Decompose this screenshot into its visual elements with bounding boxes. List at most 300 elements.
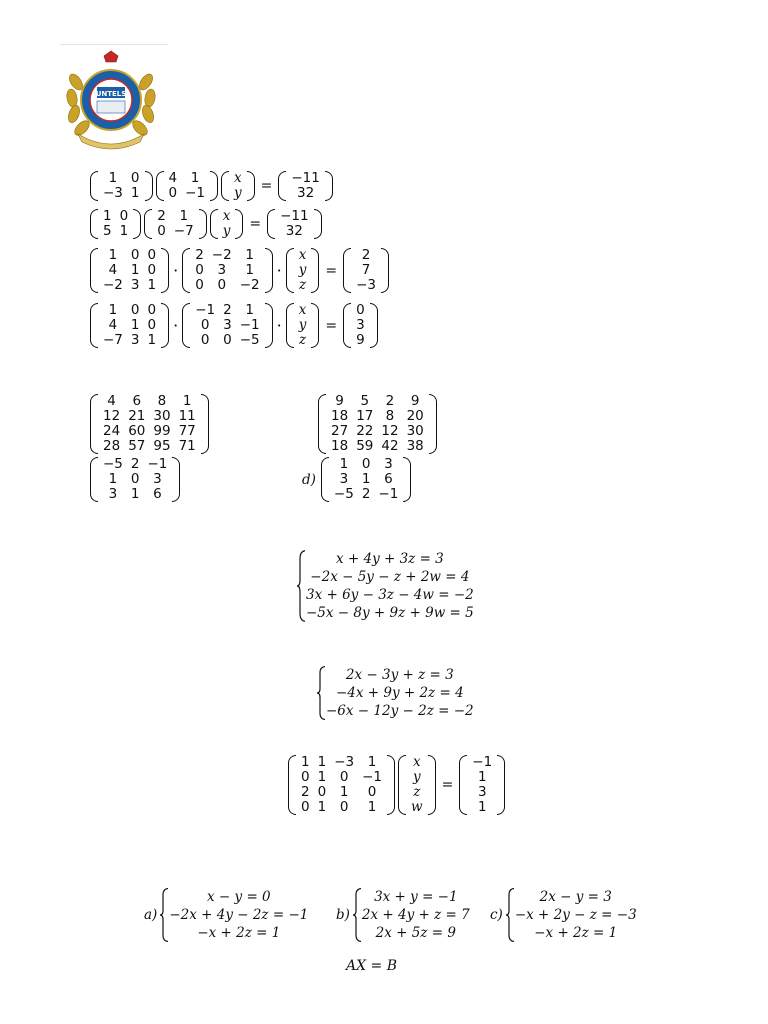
matrix-cell: 0	[339, 769, 349, 785]
matrix-cell: 2	[385, 393, 395, 409]
matrix-grid	[287, 171, 324, 201]
matrix-cell: x	[298, 302, 307, 318]
matrix-cell: 4	[168, 170, 178, 186]
matrix-grid	[99, 303, 160, 348]
matrix	[144, 209, 207, 239]
result-vector	[267, 209, 322, 239]
equation-line: −5x − 8y + 9z + 9w = 5	[306, 605, 474, 621]
linear-system-1	[296, 550, 474, 622]
equation-3	[90, 248, 389, 293]
matrix-row	[407, 755, 427, 770]
matrix-cell: 4	[108, 317, 118, 333]
matrix-grid	[295, 248, 311, 293]
matrix-cell: 0	[217, 277, 227, 293]
matrix-grid	[468, 755, 496, 815]
matrix-cell: 22	[356, 423, 374, 439]
matrix-cell: 9	[410, 393, 420, 409]
equation-line: −2x − 5y − z + 2w = 4	[310, 569, 470, 585]
matrix-cell: 0	[200, 317, 210, 333]
matrix-cell: −5	[103, 456, 123, 472]
matrix-row	[99, 224, 132, 239]
matrix-row	[219, 224, 235, 239]
matrix-row	[352, 303, 369, 318]
matrix-cell: x	[298, 247, 307, 263]
matrix-grid	[99, 209, 132, 239]
matrix-cell: 3	[223, 317, 232, 333]
equation-4	[90, 303, 378, 348]
matrix	[90, 171, 153, 201]
matrix-row	[295, 318, 311, 333]
matrix-row	[153, 209, 198, 224]
matrix-cell: 1	[367, 754, 377, 770]
matrix-cell: 27	[331, 423, 349, 439]
linear-system-2	[316, 666, 474, 720]
matrix-cell: −11	[280, 208, 309, 224]
matrix-cell: 0	[195, 262, 204, 278]
matrix-row	[295, 278, 311, 293]
equation-line: −x + 2z = 1	[197, 925, 281, 941]
matrix-row	[468, 785, 496, 800]
matrix-cell: 6	[153, 486, 162, 502]
variable-vector	[221, 171, 255, 201]
matrix-cell: 12	[103, 408, 121, 424]
matrix-cell: 0	[147, 262, 157, 278]
matrix-cell: 9	[356, 332, 365, 348]
matrix-row	[99, 248, 160, 263]
matrix-grid	[99, 171, 144, 201]
matrix-3x3-d	[302, 457, 411, 502]
matrix-row	[99, 424, 200, 439]
left-brace	[296, 550, 306, 622]
matrix-cell: 1	[130, 317, 140, 333]
matrix-row	[295, 303, 311, 318]
matrix-row	[352, 263, 380, 278]
matrix-cell: 1	[301, 754, 310, 770]
equation-lines	[515, 888, 637, 942]
matrix-cell: 0	[147, 317, 157, 333]
matrix-row	[327, 409, 428, 424]
matrix-row	[191, 318, 263, 333]
matrix-cell: 18	[331, 438, 349, 454]
matrix-row	[276, 224, 313, 239]
matrix-cell: −1	[239, 317, 260, 333]
matrix-cell: 1	[245, 262, 254, 278]
matrix	[182, 303, 272, 348]
matrix	[90, 303, 169, 348]
equation-line: −x + 2z = 1	[534, 925, 618, 941]
equation-line: 2x − y = 3	[539, 889, 612, 905]
matrix-row	[330, 472, 402, 487]
matrix-row	[330, 487, 402, 502]
matrix	[182, 248, 272, 293]
svg-text:UNTELS: UNTELS	[95, 90, 127, 98]
matrix-grid	[99, 394, 200, 454]
matrix-cell: y	[412, 769, 421, 785]
matrix-cell: 32	[285, 223, 303, 239]
matrix-equation-label: AX = B	[346, 958, 397, 974]
matrix-row	[99, 439, 200, 454]
matrix	[321, 457, 411, 502]
equation-line: 3x + y = −1	[374, 889, 458, 905]
matrix-cell: −3	[356, 277, 376, 293]
variable-vector	[286, 303, 320, 348]
matrix-cell: 0	[339, 799, 349, 815]
variable-vector	[286, 248, 320, 293]
matrix-cell: 1	[190, 170, 200, 186]
matrix-cell: 2	[130, 456, 140, 472]
equation-line: 2x + 5z = 9	[375, 925, 456, 941]
matrix-row	[99, 487, 171, 502]
matrix-cell: 30	[406, 423, 424, 439]
matrix-cell: −7	[173, 223, 194, 239]
equation-line: 2x − 3y + z = 3	[345, 667, 454, 683]
matrix-row	[287, 171, 324, 186]
matrix-row	[327, 424, 428, 439]
matrix-row	[99, 171, 144, 186]
equation-line: x − y = 0	[207, 889, 271, 905]
matrix-cell: 20	[406, 408, 424, 424]
matrix-row	[230, 171, 246, 186]
equation-lines	[326, 666, 474, 720]
matrix-cell: −11	[291, 170, 320, 186]
matrix-cell: 28	[103, 438, 121, 454]
matrix-cell: 2	[195, 247, 204, 263]
left-brace	[505, 888, 515, 942]
matrix-row	[327, 439, 428, 454]
matrix	[156, 171, 219, 201]
equation-lines	[362, 888, 470, 942]
matrix-cell: 1	[108, 302, 118, 318]
matrix-cell: x	[412, 754, 421, 770]
matrix-row	[276, 209, 313, 224]
matrix-cell: 57	[128, 438, 146, 454]
matrix-row	[352, 333, 369, 348]
item-label: d)	[302, 471, 316, 488]
coefficient-matrix	[288, 755, 395, 815]
item-label: b)	[336, 907, 350, 923]
matrix-cell: y	[234, 185, 242, 201]
equals-sign: =	[325, 317, 338, 334]
matrix-row	[327, 394, 428, 409]
matrix-row	[191, 333, 263, 348]
matrix-cell: x	[222, 208, 231, 224]
matrix-cell: 1	[477, 769, 487, 785]
equation-line: −6x − 12y − 2z = −2	[326, 703, 474, 719]
matrix-cell: 0	[130, 471, 140, 487]
equals-sign: =	[260, 178, 273, 194]
matrix-cell: 1	[339, 784, 349, 800]
matrix-cell: 6	[132, 393, 142, 409]
matrix-row	[191, 278, 263, 293]
matrix-cell: 1	[317, 769, 327, 785]
matrix-cell: 1	[130, 185, 140, 201]
matrix-cell: −5	[239, 332, 260, 348]
matrix-grid	[219, 209, 235, 239]
matrix-cell: w	[411, 799, 423, 815]
matrix-cell: 99	[153, 423, 171, 439]
matrix-cell: 1	[130, 262, 140, 278]
matrix-row	[352, 278, 380, 293]
matrix-cell: 1	[108, 170, 118, 186]
equals-sign: =	[325, 262, 338, 279]
variable-vector	[398, 755, 436, 815]
matrix-cell: 12	[381, 423, 399, 439]
matrix-cell: 3	[339, 471, 349, 487]
matrix-cell: 18	[331, 408, 349, 424]
matrix-row	[297, 785, 386, 800]
matrix-cell: −3	[103, 185, 123, 201]
matrix-cell: 2	[223, 302, 232, 318]
matrix-cell: 5	[360, 393, 370, 409]
matrix-cell: −2	[103, 277, 123, 293]
system-a	[144, 888, 308, 942]
matrix-row	[99, 278, 160, 293]
matrix-row	[295, 263, 311, 278]
matrix-row	[330, 457, 402, 472]
matrix-cell: −7	[103, 332, 123, 348]
matrix-cell: 1	[147, 332, 157, 348]
matrix-row	[191, 248, 263, 263]
matrix-cell: 1	[317, 754, 327, 770]
matrix-row	[99, 209, 132, 224]
variable-vector	[210, 209, 244, 239]
matrix-row	[219, 209, 235, 224]
left-brace	[352, 888, 362, 942]
matrix-cell: 4	[107, 393, 116, 409]
matrix-cell: 0	[147, 302, 157, 318]
matrix-row	[468, 755, 496, 770]
matrix-cell: 0	[147, 247, 157, 263]
matrix-grid	[330, 457, 402, 502]
matrix-cell: 11	[178, 408, 196, 424]
matrix-cell: z	[298, 277, 307, 293]
matrix-cell: −1	[195, 302, 216, 318]
matrix	[90, 394, 209, 454]
result-vector	[343, 248, 389, 293]
matrix-cell: 42	[381, 438, 399, 454]
matrix	[90, 248, 169, 293]
matrix-cell: −2	[239, 277, 260, 293]
matrix-cell: 1	[147, 277, 157, 293]
left-brace	[159, 888, 169, 942]
matrix-cell: 24	[103, 423, 121, 439]
matrix-row	[99, 457, 171, 472]
equals-sign: =	[249, 216, 262, 232]
matrix	[90, 457, 180, 502]
matrix-row	[230, 186, 246, 201]
equation-line: 2x + 4y + z = 7	[361, 907, 470, 923]
matrix-cell: 95	[153, 438, 171, 454]
matrix-grid	[99, 248, 160, 293]
equation-1	[90, 171, 333, 201]
matrix-cell: 0	[301, 769, 310, 785]
matrix-row	[352, 318, 369, 333]
matrix-cell: −2	[211, 247, 232, 263]
matrix-row	[99, 186, 144, 201]
matrix-cell: 0	[361, 456, 371, 472]
matrix-cell: 1	[361, 471, 371, 487]
matrix-grid	[407, 755, 427, 815]
matrix-cell: y	[298, 262, 307, 278]
matrix-cell: 59	[356, 438, 374, 454]
matrix-cell: 9	[335, 393, 344, 409]
matrix-cell: 0	[130, 302, 140, 318]
result-vector	[278, 171, 333, 201]
matrix-row	[99, 394, 200, 409]
matrix-cell: 1	[245, 302, 254, 318]
matrix-cell: 7	[361, 262, 371, 278]
equation-line: −4x + 9y + 2z = 4	[335, 685, 464, 701]
matrix-grid	[165, 171, 210, 201]
matrix-cell: 4	[108, 262, 118, 278]
matrix-cell: 38	[406, 438, 424, 454]
matrix-cell: 2	[301, 784, 310, 800]
matrix-row	[99, 263, 160, 278]
matrix-cell: 0	[130, 170, 140, 186]
matrix-cell: 2	[361, 247, 371, 263]
matrix-cell: 8	[385, 408, 395, 424]
dot-operator: ·	[276, 260, 282, 280]
matrix-cell: 3	[153, 471, 162, 487]
dot-operator: ·	[173, 260, 179, 280]
matrix-cell: 60	[128, 423, 146, 439]
matrix-cell: 1	[103, 208, 112, 224]
dot-operator: ·	[276, 315, 282, 335]
matrix-cell: 1	[245, 247, 254, 263]
matrix-cell: −5	[333, 486, 354, 502]
matrix-row	[99, 333, 160, 348]
matrix-cell: 0	[168, 185, 178, 201]
matrix-grid	[191, 248, 263, 293]
matrix-cell: z	[298, 332, 307, 348]
matrix-cell: 1	[477, 799, 487, 815]
matrix-row	[468, 770, 496, 785]
matrix-grid	[191, 303, 263, 348]
matrix-row	[99, 409, 200, 424]
matrix-cell: 2	[361, 486, 371, 502]
header-rule	[60, 44, 168, 45]
matrix-cell: x	[234, 170, 242, 186]
matrix-cell: 1	[108, 471, 118, 487]
matrix-row	[352, 248, 380, 263]
matrix-grid	[295, 303, 311, 348]
matrix-cell: −1	[378, 486, 399, 502]
matrix-cell: 3	[384, 456, 393, 472]
matrix-cell: z	[413, 784, 421, 800]
equation-lines	[169, 888, 308, 942]
matrix-cell: 0	[356, 302, 365, 318]
matrix-cell: 0	[200, 332, 210, 348]
matrix-row	[287, 186, 324, 201]
matrix-cell: 1	[367, 799, 377, 815]
matrix-4x4-left	[90, 394, 209, 454]
matrix-row	[295, 333, 311, 348]
matrix-cell: 0	[317, 784, 327, 800]
university-seal-logo	[64, 50, 158, 150]
matrix-cell: 3	[356, 317, 365, 333]
matrix-row	[468, 800, 496, 815]
matrix-cell: 1	[182, 393, 192, 409]
matrix-cell: −1	[472, 754, 493, 770]
matrix-row	[99, 303, 160, 318]
matrix	[90, 209, 141, 239]
matrix-row	[407, 785, 427, 800]
matrix-cell: −1	[185, 185, 205, 201]
matrix-grid	[276, 209, 313, 239]
equation-line: 3x + 6y − 3z − 4w = −2	[306, 587, 474, 603]
matrix-equation-4x4	[288, 755, 505, 815]
matrix-row	[165, 186, 210, 201]
matrix-cell: 0	[130, 247, 140, 263]
result-vector	[343, 303, 378, 348]
matrix-row	[99, 318, 160, 333]
matrix-cell: 0	[367, 784, 377, 800]
equation-line: x + 4y + 3z = 3	[335, 551, 444, 567]
matrix-cell: 0	[223, 332, 232, 348]
matrix-row	[407, 770, 427, 785]
matrix-grid	[230, 171, 246, 201]
left-brace	[316, 666, 326, 720]
matrix-cell: y	[298, 317, 307, 333]
matrix-row	[297, 755, 386, 770]
matrix-cell: 6	[384, 471, 393, 487]
matrix-row	[165, 171, 210, 186]
matrix-cell: 8	[157, 393, 167, 409]
matrix-cell: 3	[130, 277, 140, 293]
matrix-cell: 1	[108, 247, 118, 263]
system-b	[336, 888, 470, 942]
matrix-cell: −1	[147, 456, 168, 472]
matrix-cell: 21	[128, 408, 146, 424]
matrix-cell: 1	[339, 456, 349, 472]
matrix-grid	[153, 209, 198, 239]
matrix	[318, 394, 437, 454]
matrix-cell: 3	[130, 332, 140, 348]
system-c	[490, 888, 637, 942]
matrix-cell: 1	[317, 799, 327, 815]
matrix-cell: 1	[130, 486, 140, 502]
matrix-grid	[352, 248, 380, 293]
matrix-cell: 77	[178, 423, 196, 439]
matrix-cell: 30	[153, 408, 171, 424]
equation-lines	[306, 550, 474, 622]
matrix-grid	[297, 755, 386, 815]
matrix-row	[99, 472, 171, 487]
matrix-cell: 2	[157, 208, 166, 224]
matrix-cell: 1	[179, 208, 189, 224]
matrix-cell: 0	[157, 223, 166, 239]
matrix-row	[191, 263, 263, 278]
matrix-cell: 3	[217, 262, 227, 278]
matrix-row	[191, 303, 263, 318]
result-vector	[459, 755, 505, 815]
matrix-3x3-left	[90, 457, 180, 502]
matrix-cell: 5	[103, 223, 112, 239]
equation-line: −2x + 4y − 2z = −1	[169, 907, 309, 923]
equals-sign: =	[441, 777, 454, 793]
matrix-cell: 0	[119, 208, 129, 224]
item-label: c)	[490, 907, 503, 923]
matrix-grid	[327, 394, 428, 454]
matrix-cell: 3	[108, 486, 118, 502]
matrix-cell: −3	[334, 754, 355, 770]
matrix-cell: 32	[297, 185, 315, 201]
matrix-row	[297, 770, 386, 785]
matrix-cell: 1	[119, 223, 129, 239]
matrix-row	[297, 800, 386, 815]
matrix-row	[407, 800, 427, 815]
item-label: a)	[144, 907, 158, 923]
